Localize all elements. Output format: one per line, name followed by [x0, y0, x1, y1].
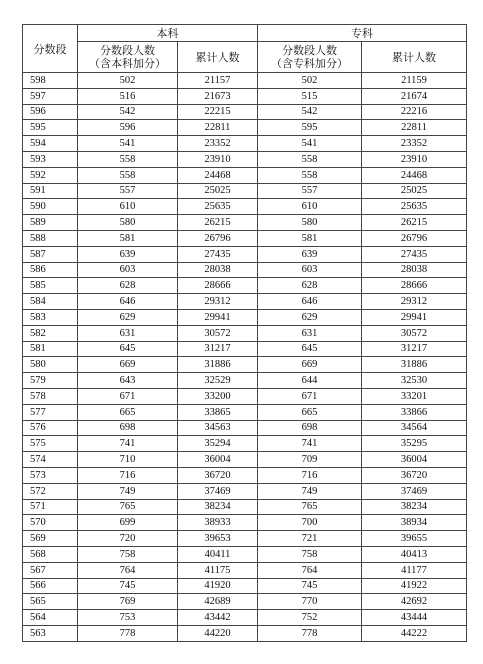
zhuanke-cumulative-cell: 23352: [362, 136, 467, 152]
score-cell: 582: [23, 325, 78, 341]
zhuanke-count-cell: 502: [258, 73, 362, 89]
score-cell: 572: [23, 483, 78, 499]
benke-cumulative-cell: 23910: [178, 151, 258, 167]
zhuanke-cumulative-cell: 27435: [362, 246, 467, 262]
zhuanke-count-cell: 721: [258, 531, 362, 547]
benke-count-cell: 631: [78, 325, 178, 341]
benke-cumulative-cell: 28666: [178, 278, 258, 294]
table-row: [23, 562, 467, 578]
zhuanke-count-cell: 580: [258, 215, 362, 231]
score-cell: 595: [23, 120, 78, 136]
zhuanke-count-cell: 778: [258, 625, 362, 641]
table-row: [23, 278, 467, 294]
score-cell: 597: [23, 88, 78, 104]
score-cell: 568: [23, 546, 78, 562]
table-row: [23, 420, 467, 436]
benke-group-header: 本科: [78, 25, 258, 42]
zhuanke-count-cell: 752: [258, 610, 362, 626]
benke-cumulative-cell: 32529: [178, 373, 258, 389]
zhuanke-count-cell: 669: [258, 357, 362, 373]
table-row: [23, 294, 467, 310]
score-cell: 571: [23, 499, 78, 515]
benke-count-header-line2: （含本科加分）: [89, 57, 166, 70]
benke-cumulative-cell: 29941: [178, 309, 258, 325]
zhuanke-cumulative-cell: 29312: [362, 294, 467, 310]
table-row: [23, 625, 467, 641]
zhuanke-cumulative-cell: 42692: [362, 594, 467, 610]
zhuanke-cumulative-cell: 35295: [362, 436, 467, 452]
table-row: [23, 167, 467, 183]
benke-cumulative-cell: 33200: [178, 388, 258, 404]
score-distribution-table-wrapper: [22, 24, 466, 642]
zhuanke-cumulative-cell: 43444: [362, 610, 467, 626]
table-row: [23, 436, 467, 452]
table-row: [23, 467, 467, 483]
zhuanke-cumulative-cell: 37469: [362, 483, 467, 499]
benke-count-cell: 646: [78, 294, 178, 310]
benke-cumulative-cell: 36004: [178, 452, 258, 468]
benke-count-cell: 749: [78, 483, 178, 499]
zhuanke-cumulative-cell: 21159: [362, 73, 467, 89]
score-cell: 575: [23, 436, 78, 452]
zhuanke-cumulative-cell: 25635: [362, 199, 467, 215]
benke-count-cell: 769: [78, 594, 178, 610]
zhuanke-count-cell: 558: [258, 151, 362, 167]
benke-cumulative-cell: 25635: [178, 199, 258, 215]
table-row: [23, 325, 467, 341]
benke-cumulative-cell: 41175: [178, 562, 258, 578]
benke-count-cell: 765: [78, 499, 178, 515]
benke-count-cell: 629: [78, 309, 178, 325]
benke-cumulative-cell: 36720: [178, 467, 258, 483]
score-cell: 586: [23, 262, 78, 278]
zhuanke-count-cell: 595: [258, 120, 362, 136]
table-row: [23, 357, 467, 373]
benke-count-cell: 720: [78, 531, 178, 547]
table-row: [23, 151, 467, 167]
zhuanke-count-cell: 749: [258, 483, 362, 499]
benke-count-cell: 758: [78, 546, 178, 562]
benke-count-cell: 542: [78, 104, 178, 120]
zhuanke-cumulative-cell: 33866: [362, 404, 467, 420]
zhuanke-cumulative-cell: 30572: [362, 325, 467, 341]
score-cell: 585: [23, 278, 78, 294]
score-cell: 598: [23, 73, 78, 89]
zhuanke-cumulative-cell: 29941: [362, 309, 467, 325]
zhuanke-cumulative-cell: 36004: [362, 452, 467, 468]
score-cell: 578: [23, 388, 78, 404]
table-row: [23, 499, 467, 515]
benke-count-cell: 516: [78, 88, 178, 104]
zhuanke-count-cell: 671: [258, 388, 362, 404]
zhuanke-count-cell: 541: [258, 136, 362, 152]
table-row: [23, 199, 467, 215]
zhuanke-count-cell: 665: [258, 404, 362, 420]
score-cell: 565: [23, 594, 78, 610]
zhuanke-cumulative-cell: 31886: [362, 357, 467, 373]
score-cell: 593: [23, 151, 78, 167]
table-row: [23, 610, 467, 626]
benke-count-cell: 603: [78, 262, 178, 278]
score-cell: 579: [23, 373, 78, 389]
benke-count-cell: 716: [78, 467, 178, 483]
score-cell: 588: [23, 230, 78, 246]
table-row: [23, 215, 467, 231]
benke-cumulative-cell: 22215: [178, 104, 258, 120]
benke-cumulative-header: 累计人数: [178, 42, 258, 73]
score-cell: 589: [23, 215, 78, 231]
zhuanke-cumulative-cell: 38234: [362, 499, 467, 515]
score-cell: 581: [23, 341, 78, 357]
table-body: [23, 73, 467, 642]
zhuanke-count-cell: 698: [258, 420, 362, 436]
benke-count-cell: 671: [78, 388, 178, 404]
benke-count-cell: 541: [78, 136, 178, 152]
zhuanke-count-cell: 631: [258, 325, 362, 341]
benke-count-cell: 753: [78, 610, 178, 626]
table-row: [23, 230, 467, 246]
benke-count-cell: 741: [78, 436, 178, 452]
score-distribution-table: [22, 24, 467, 642]
zhuanke-count-cell: 628: [258, 278, 362, 294]
benke-cumulative-cell: 40411: [178, 546, 258, 562]
score-cell: 594: [23, 136, 78, 152]
zhuanke-count-cell: 758: [258, 546, 362, 562]
table-row: [23, 483, 467, 499]
zhuanke-count-cell: 629: [258, 309, 362, 325]
benke-cumulative-cell: 38234: [178, 499, 258, 515]
score-cell: 587: [23, 246, 78, 262]
score-cell: 563: [23, 625, 78, 641]
table-row: [23, 309, 467, 325]
benke-cumulative-cell: 26215: [178, 215, 258, 231]
zhuanke-cumulative-cell: 44222: [362, 625, 467, 641]
zhuanke-cumulative-cell: 36720: [362, 467, 467, 483]
score-cell: 580: [23, 357, 78, 373]
score-cell: 591: [23, 183, 78, 199]
benke-count-cell: 778: [78, 625, 178, 641]
benke-cumulative-cell: 39653: [178, 531, 258, 547]
zhuanke-count-cell: 770: [258, 594, 362, 610]
benke-count-cell: 645: [78, 341, 178, 357]
zhuanke-cumulative-cell: 28038: [362, 262, 467, 278]
benke-count-cell: 558: [78, 151, 178, 167]
table-row: [23, 531, 467, 547]
table-row: [23, 262, 467, 278]
zhuanke-count-cell: 639: [258, 246, 362, 262]
benke-count-cell: 699: [78, 515, 178, 531]
benke-count-cell: 558: [78, 167, 178, 183]
benke-cumulative-cell: 27435: [178, 246, 258, 262]
benke-cumulative-cell: 31217: [178, 341, 258, 357]
score-cell: 584: [23, 294, 78, 310]
table-row: [23, 136, 467, 152]
score-cell: 583: [23, 309, 78, 325]
zhuanke-cumulative-cell: 39655: [362, 531, 467, 547]
score-cell: 566: [23, 578, 78, 594]
benke-cumulative-cell: 43442: [178, 610, 258, 626]
zhuanke-cumulative-cell: 25025: [362, 183, 467, 199]
benke-cumulative-cell: 25025: [178, 183, 258, 199]
zhuanke-cumulative-cell: 28666: [362, 278, 467, 294]
zhuanke-count-cell: 745: [258, 578, 362, 594]
zhuanke-cumulative-cell: 23910: [362, 151, 467, 167]
benke-cumulative-cell: 42689: [178, 594, 258, 610]
benke-cumulative-cell: 41920: [178, 578, 258, 594]
score-cell: 577: [23, 404, 78, 420]
benke-cumulative-cell: 24468: [178, 167, 258, 183]
score-cell: 596: [23, 104, 78, 120]
zhuanke-cumulative-cell: 26796: [362, 230, 467, 246]
score-cell: 592: [23, 167, 78, 183]
benke-count-cell: 502: [78, 73, 178, 89]
score-cell: 570: [23, 515, 78, 531]
score-cell: 576: [23, 420, 78, 436]
zhuanke-cumulative-header: 累计人数: [362, 42, 467, 73]
zhuanke-count-cell: 716: [258, 467, 362, 483]
zhuanke-count-cell: 709: [258, 452, 362, 468]
table-row: [23, 373, 467, 389]
table-row: [23, 73, 467, 89]
zhuanke-cumulative-cell: 41177: [362, 562, 467, 578]
zhuanke-cumulative-cell: 21674: [362, 88, 467, 104]
benke-cumulative-cell: 26796: [178, 230, 258, 246]
zhuanke-cumulative-cell: 26215: [362, 215, 467, 231]
benke-cumulative-cell: 38933: [178, 515, 258, 531]
score-column-header: 分数段: [23, 25, 78, 73]
benke-count-header-line1: 分数段人数: [100, 44, 155, 57]
benke-count-cell: 596: [78, 120, 178, 136]
zhuanke-count-cell: 700: [258, 515, 362, 531]
benke-count-cell: 580: [78, 215, 178, 231]
zhuanke-cumulative-cell: 24468: [362, 167, 467, 183]
score-cell: 567: [23, 562, 78, 578]
zhuanke-count-cell: 558: [258, 167, 362, 183]
table-header: [23, 25, 467, 73]
table-row: [23, 546, 467, 562]
zhuanke-cumulative-cell: 22216: [362, 104, 467, 120]
zhuanke-cumulative-cell: 41922: [362, 578, 467, 594]
benke-count-cell: 610: [78, 199, 178, 215]
benke-cumulative-cell: 29312: [178, 294, 258, 310]
zhuanke-count-header-line1: 分数段人数: [282, 44, 337, 57]
benke-cumulative-cell: 22811: [178, 120, 258, 136]
score-cell: 590: [23, 199, 78, 215]
zhuanke-count-cell: 557: [258, 183, 362, 199]
table-row: [23, 578, 467, 594]
benke-count-cell: 639: [78, 246, 178, 262]
zhuanke-cumulative-cell: 32530: [362, 373, 467, 389]
table-row: [23, 246, 467, 262]
table-row: [23, 120, 467, 136]
zhuanke-count-cell: 765: [258, 499, 362, 515]
zhuanke-cumulative-cell: 31217: [362, 341, 467, 357]
zhuanke-count-header-line2: （含专科加分）: [271, 57, 348, 70]
zhuanke-count-cell: 542: [258, 104, 362, 120]
benke-cumulative-cell: 37469: [178, 483, 258, 499]
zhuanke-count-cell: 764: [258, 562, 362, 578]
zhuanke-count-cell: 646: [258, 294, 362, 310]
score-cell: 569: [23, 531, 78, 547]
benke-count-cell: 581: [78, 230, 178, 246]
score-cell: 574: [23, 452, 78, 468]
zhuanke-cumulative-cell: 33201: [362, 388, 467, 404]
benke-cumulative-cell: 44220: [178, 625, 258, 641]
benke-cumulative-cell: 23352: [178, 136, 258, 152]
zhuanke-count-cell: 741: [258, 436, 362, 452]
benke-cumulative-cell: 28038: [178, 262, 258, 278]
zhuanke-count-cell: 644: [258, 373, 362, 389]
benke-count-cell: 698: [78, 420, 178, 436]
benke-cumulative-cell: 21157: [178, 73, 258, 89]
benke-count-cell: 745: [78, 578, 178, 594]
benke-count-cell: 764: [78, 562, 178, 578]
benke-cumulative-cell: 30572: [178, 325, 258, 341]
zhuanke-cumulative-cell: 38934: [362, 515, 467, 531]
table-row: [23, 452, 467, 468]
zhuanke-cumulative-cell: 40413: [362, 546, 467, 562]
benke-cumulative-cell: 34563: [178, 420, 258, 436]
zhuanke-count-cell: 603: [258, 262, 362, 278]
benke-count-cell: 643: [78, 373, 178, 389]
zhuanke-count-cell: 515: [258, 88, 362, 104]
table-row: [23, 88, 467, 104]
benke-count-cell: 628: [78, 278, 178, 294]
benke-cumulative-cell: 31886: [178, 357, 258, 373]
zhuanke-count-cell: 581: [258, 230, 362, 246]
zhuanke-count-cell: 645: [258, 341, 362, 357]
table-row: [23, 183, 467, 199]
benke-count-cell: 669: [78, 357, 178, 373]
benke-count-header: [78, 42, 178, 73]
zhuanke-cumulative-cell: 34564: [362, 420, 467, 436]
table-row: [23, 404, 467, 420]
zhuanke-group-header: 专科: [258, 25, 467, 42]
benke-count-cell: 557: [78, 183, 178, 199]
score-cell: 573: [23, 467, 78, 483]
score-cell: 564: [23, 610, 78, 626]
zhuanke-count-header: [258, 42, 362, 73]
zhuanke-cumulative-cell: 22811: [362, 120, 467, 136]
table-row: [23, 515, 467, 531]
zhuanke-count-cell: 610: [258, 199, 362, 215]
table-row: [23, 341, 467, 357]
benke-count-cell: 710: [78, 452, 178, 468]
table-row: [23, 388, 467, 404]
benke-cumulative-cell: 21673: [178, 88, 258, 104]
table-row: [23, 104, 467, 120]
benke-count-cell: 665: [78, 404, 178, 420]
benke-cumulative-cell: 35294: [178, 436, 258, 452]
table-row: [23, 594, 467, 610]
benke-cumulative-cell: 33865: [178, 404, 258, 420]
